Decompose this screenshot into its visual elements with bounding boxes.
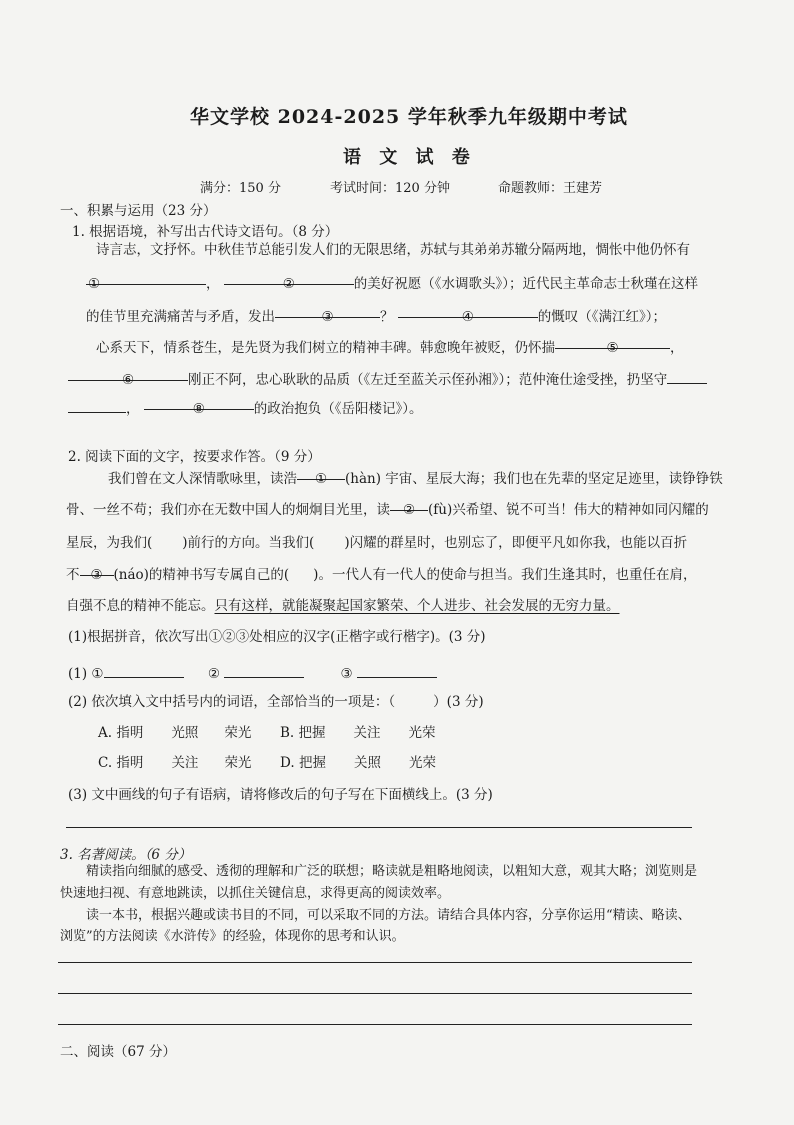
q2-prompt: 2. 阅读下面的文字，按要求作答。（9 分） bbox=[68, 449, 321, 465]
q3-answer-line-2[interactable] bbox=[58, 993, 692, 994]
option-c[interactable]: C. 指明 关注 荣光 bbox=[98, 755, 252, 771]
option-row-ab bbox=[98, 723, 435, 743]
q3-prompt: 3. 名著阅读。（6 分） bbox=[60, 847, 192, 863]
exam-time: 考试时间：120 分钟 bbox=[330, 181, 450, 196]
q1-blank-4[interactable]: ④ bbox=[398, 300, 538, 318]
q1-line-4: 心系天下，情系苍生，是先贤为我们树立的精神丰碑。韩愈晚年被贬，仍怀揣 ⑤ ， bbox=[96, 331, 684, 365]
q3-answer-line-1[interactable] bbox=[58, 962, 692, 963]
q3-line-3: 读一本书，根据兴趣或读书目的不同，可以采取不同的方法。请结合具体内容，分享你运用“精读、略读、 bbox=[86, 908, 691, 923]
q1-blank-2[interactable]: ② bbox=[224, 267, 354, 285]
q2-para-line-3: 星辰，为我们( )前行的方向。当我们( )闪耀的群星时，也别忘了，即便平凡如你我，也能以百折 bbox=[66, 535, 688, 551]
q2-para-line-5: 自强不息的精神不能忘。只有这样，就能凝聚起国家繁荣、个人进步、社会发展的无穷力量。 bbox=[66, 598, 620, 614]
q3-line-1: 精读指向细腻的感受、透彻的理解和广泛的联想；略读就是粗略地阅读，以粗知大意，观其大略；浏览则是 bbox=[86, 864, 698, 879]
q1-prompt: 1. 根据语境，补写出古代诗文语句。（8 分） bbox=[72, 224, 339, 240]
q2-para-line-1: 我们曾在文人深情歌咏里，读浩 ① (hàn) 宇宙、星辰大海；我们也在先辈的坚定足迹里，读铮铮铁 bbox=[108, 462, 723, 496]
answer-blank-2[interactable] bbox=[224, 660, 304, 678]
q2-blank-3[interactable]: ③ bbox=[80, 558, 114, 576]
full-score: 满分：150 分 bbox=[200, 181, 281, 196]
answer-blank-1[interactable] bbox=[104, 660, 184, 678]
q1-blank-7[interactable] bbox=[667, 366, 707, 384]
answer-blank-3[interactable] bbox=[357, 660, 437, 678]
q1-blank-3[interactable]: ③ bbox=[275, 300, 380, 318]
q2-sub2: (2) 依次填入文中括号内的词语，全部恰当的一项是：（ ）(3 分) bbox=[68, 694, 484, 710]
q2-sub1: (1)根据拼音，依次写出①②③处相应的汉字(正楷字或行楷字)。(3 分) bbox=[68, 629, 486, 645]
q1-line-6: ， ⑧ 的政治抱负（《岳阳楼记》）。 bbox=[68, 392, 423, 426]
option-a[interactable]: A. 指明 光照 荣光 bbox=[98, 725, 252, 741]
q2-underlined-sentence: 只有这样，就能凝聚起国家繁荣、个人进步、社会发展的无穷力量。 bbox=[214, 598, 620, 614]
option-d[interactable]: D. 把握 关照 光荣 bbox=[280, 755, 436, 771]
q2-answer-line[interactable] bbox=[66, 827, 692, 828]
q1-line-5: ⑥ 刚正不阿，忠心耿耿的品质（《左迁至蓝关示侄孙湘》）；范仲淹仕途受挫，扔坚守 bbox=[68, 363, 707, 397]
q2-blank-2[interactable]: ② bbox=[390, 493, 428, 511]
q1-line-2: ① ， ② 的美好祝愿（《水调歌头》）；近代民主革命志士秋瑾在这样 bbox=[86, 267, 698, 301]
q2-sub3: (3) 文中画线的句子有语病，请将修改后的句子写在下面横线上。(3 分) bbox=[68, 787, 493, 803]
q2-sub1-answers: (1) ① ② ③ bbox=[68, 660, 437, 684]
q1-blank-1[interactable]: ① bbox=[86, 267, 206, 285]
section-2-heading: 二、阅读（67 分） bbox=[60, 1044, 176, 1060]
option-row-cd bbox=[98, 753, 436, 773]
q1-blank-6[interactable]: ⑥ bbox=[68, 363, 188, 381]
q2-blank-1[interactable]: ① bbox=[297, 462, 345, 480]
exam-title: 华文学校 2024-2025 学年秋季九年级期中考试 bbox=[190, 106, 628, 128]
q1-line-1: 诗言志，文抒怀。中秋佳节总能引发人们的无限思绪，苏轼与其弟弟苏辙分隔两地，惆怅中他仍怀有 bbox=[96, 242, 690, 258]
q2-para-line-4: 不 ③ (náo)的精神书写专属自己的( )。一代人有一代人的使命与担当。我们生逢其时，也重任在肩， bbox=[66, 558, 696, 592]
q3-line-4: 浏览”的方法阅读《水浒传》的经验，体现你的思考和认识。 bbox=[60, 929, 405, 944]
teacher: 命题教师：王建芳 bbox=[498, 181, 603, 196]
q1-blank-8[interactable]: ⑧ bbox=[144, 392, 254, 410]
q3-line-2: 快速地扫视、有意地跳读，以抓住关键信息，求得更高的阅读效率。 bbox=[60, 886, 451, 901]
q1-blank-7b[interactable] bbox=[68, 395, 126, 413]
section-1-heading: 一、积累与运用（23 分） bbox=[60, 203, 217, 219]
q2-para-line-2: 骨、一丝不苟；我们亦在无数中国人的炯炯目光里，读 ② (fù)兴希望、锐不可当！伟大的精神如同闪耀的 bbox=[66, 493, 709, 527]
q1-line-3: 的佳节里充满痛苦与矛盾，发出 ③ ？ ④ 的慨叹（《满江红》）； bbox=[86, 300, 666, 334]
exam-subtitle: 语 文 试 卷 bbox=[343, 147, 476, 168]
q3-answer-line-3[interactable] bbox=[58, 1024, 692, 1025]
q1-blank-5[interactable]: ⑤ bbox=[555, 331, 670, 349]
option-b[interactable]: B. 把握 关注 光荣 bbox=[279, 725, 436, 741]
